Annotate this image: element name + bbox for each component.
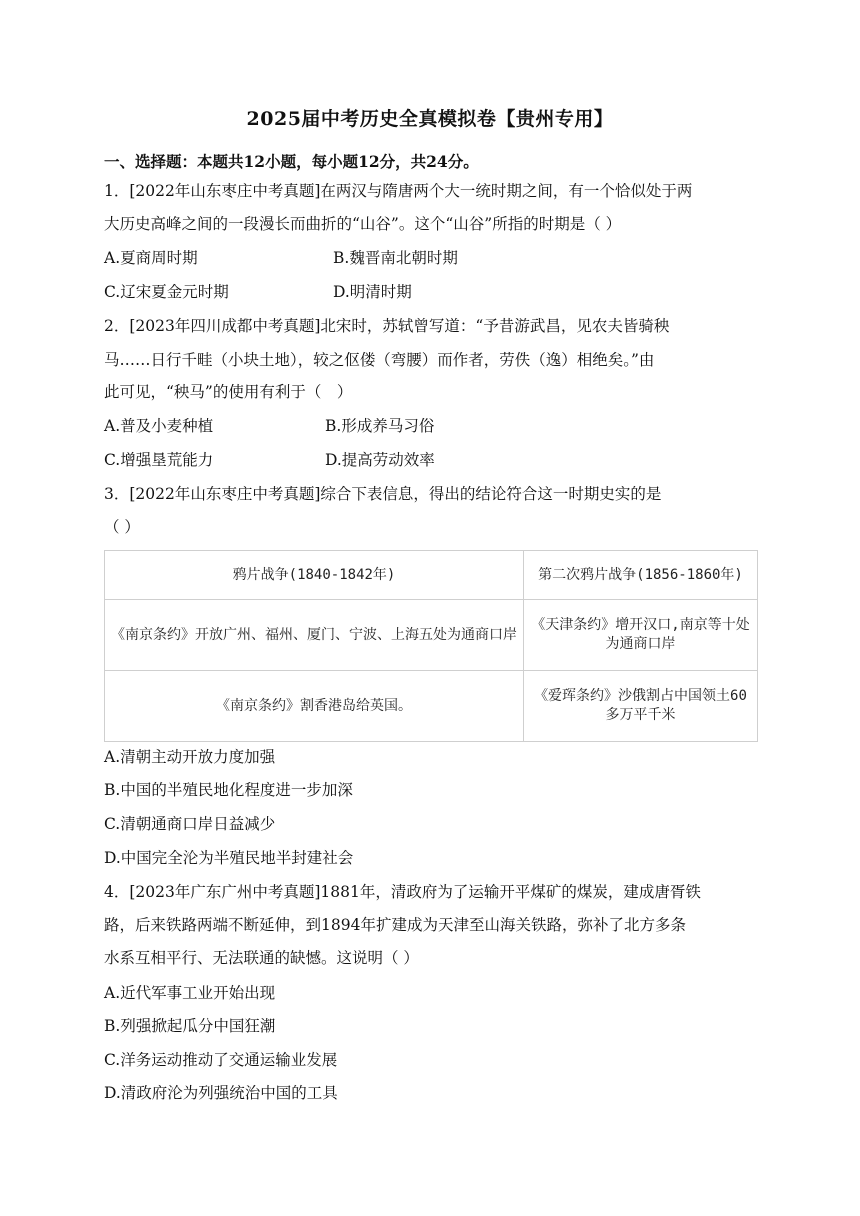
question-3-option-a: A.清朝主动开放力度加强	[104, 748, 276, 766]
table-cell: 《天津条约》增开汉口,南京等十处为通商口岸	[524, 600, 758, 671]
question-1-option-c: C.辽宋夏金元时期	[104, 283, 229, 301]
question-2-line-3: 此可见，“秧马”的使用有利于（ ）	[104, 383, 353, 401]
question-1-option-a: A.夏商周时期	[104, 249, 198, 267]
question-4-option-c: C.洋务运动推动了交通运输业发展	[104, 1051, 338, 1069]
question-3-option-d: D.中国完全沦为半殖民地半封建社会	[104, 849, 354, 867]
table-header-cell: 鸦片战争(1840-1842年)	[105, 551, 524, 600]
question-2-line-2: 马……日行千畦（小块土地），较之伛偻（弯腰）而作者，劳佚（逸）相绝矣。”由	[104, 351, 655, 369]
question-3-option-c: C.清朝通商口岸日益减少	[104, 815, 276, 833]
question-4-option-a: A.近代军事工业开始出现	[104, 984, 276, 1002]
question-4-option-d: D.清政府沦为列强统治中国的工具	[104, 1084, 338, 1102]
question-2-option-a: A.普及小麦种植	[104, 417, 214, 435]
table-row	[105, 600, 758, 671]
question-4-line-2: 路，后来铁路两端不断延伸，到1894年扩建成为天津至山海关铁路，弥补了北方多条	[104, 916, 686, 934]
question-3-line-2: （ ）	[104, 518, 140, 536]
question-1-line-2: 大历史高峰之间的一段漫长而曲折的“山谷”。这个“山谷”所指的时期是（ ）	[104, 215, 622, 233]
question-1-option-b: B.魏晋南北朝时期	[333, 249, 458, 267]
question-2-option-d: D.提高劳动效率	[325, 451, 435, 469]
table-cell: 《爱珲条约》沙俄割占中国领土60多万平千米	[524, 671, 758, 742]
question-4-line-1: 4．[2023年广东广州中考真题]1881年，清政府为了运输开平煤矿的煤炭，建成唐胥铁	[104, 883, 701, 901]
question-2-option-b: B.形成养马习俗	[325, 417, 435, 435]
question-2-line-1: 2．[2023年四川成都中考真题]北宋时，苏轼曾写道：“予昔游武昌，见农夫皆骑秧	[104, 317, 670, 335]
table-cell: 《南京条约》开放广州、福州、厦门、宁波、上海五处为通商口岸	[105, 600, 524, 671]
question-2-option-c: C.增强垦荒能力	[104, 451, 214, 469]
section-heading: 一、选择题：本题共12小题，每小题12分，共24分。	[104, 152, 479, 171]
table-header-cell: 第二次鸦片战争(1856-1860年)	[524, 551, 758, 600]
question-1-option-d: D.明清时期	[333, 283, 412, 301]
question-4-option-b: B.列强掀起瓜分中国狂潮	[104, 1017, 276, 1035]
question-4-line-3: 水系互相平行、无法联通的缺憾。这说明（ ）	[104, 949, 419, 967]
table-header-row	[105, 551, 758, 600]
table-row	[105, 671, 758, 742]
question-3-option-b: B.中国的半殖民地化程度进一步加深	[104, 781, 353, 799]
table-cell: 《南京条约》割香港岛给英国。	[105, 671, 524, 742]
page-title: 2025届中考历史全真模拟卷【贵州专用】	[246, 108, 614, 130]
question-1-line-1: 1．[2022年山东枣庄中考真题]在两汉与隋唐两个大一统时期之间，有一个恰似处于两	[104, 182, 693, 200]
history-table	[104, 550, 758, 742]
question-3-line-1: 3．[2022年山东枣庄中考真题]综合下表信息，得出的结论符合这一时期史实的是	[104, 485, 662, 503]
